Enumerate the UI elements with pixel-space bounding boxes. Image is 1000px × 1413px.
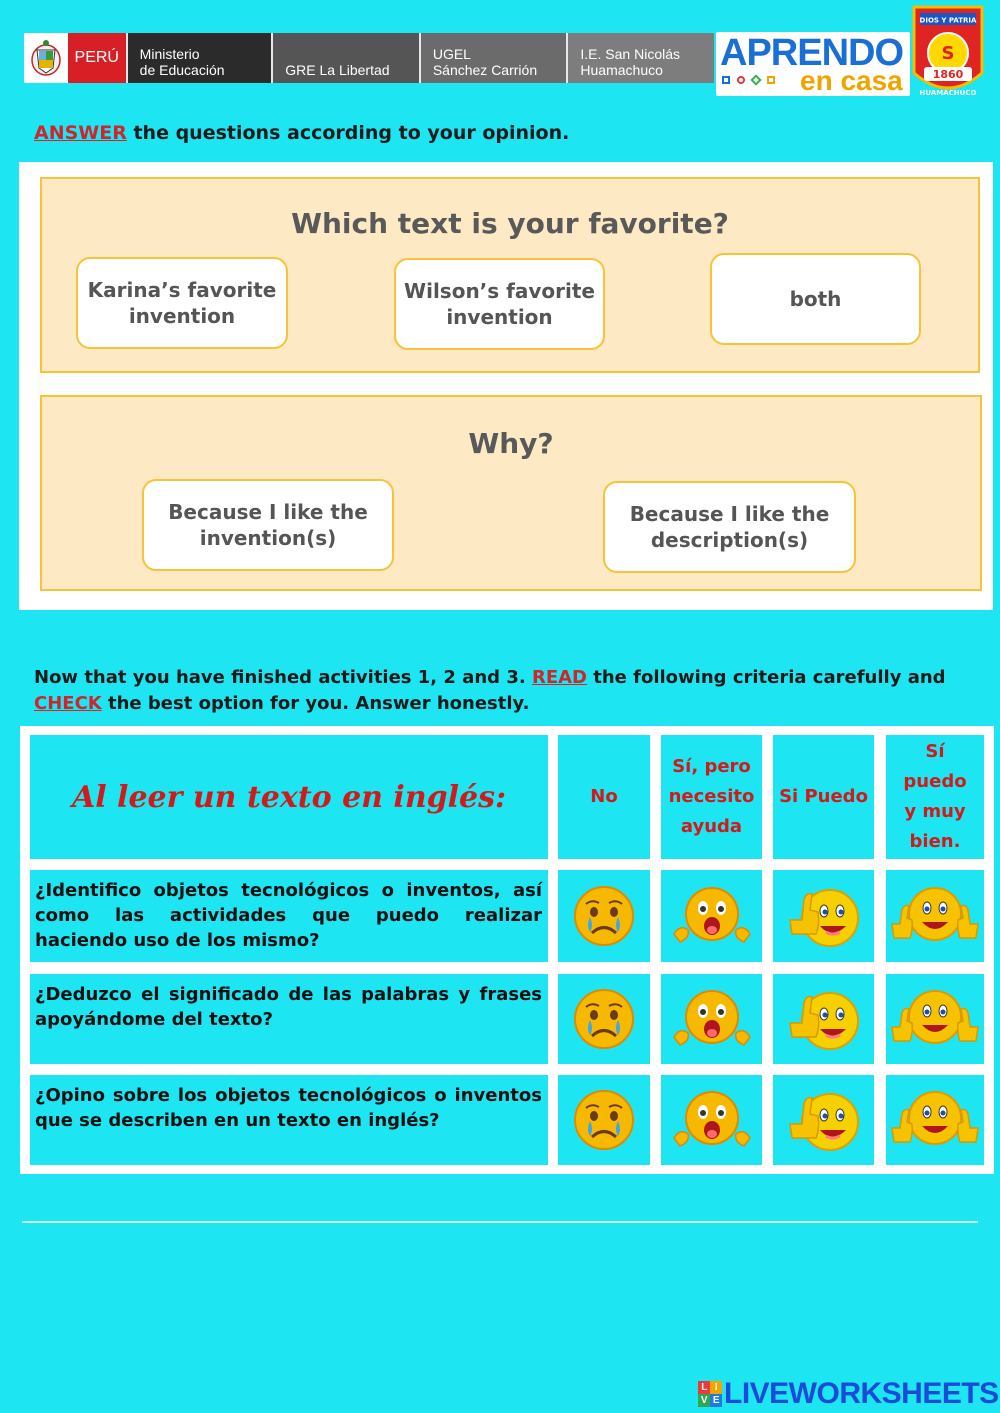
school-crest-icon [912, 3, 984, 101]
logo-letter-l: L [698, 1381, 710, 1394]
liveworksheets-logo-icon [698, 1381, 722, 1407]
gre-segment [271, 33, 419, 83]
screaming-face-icon [672, 884, 752, 948]
column-very-well: Sí puedo y muy bien. [886, 735, 984, 859]
row2-no-option[interactable] [558, 974, 650, 1064]
screaming-face-icon [672, 1088, 752, 1152]
crying-face-icon [572, 987, 636, 1051]
read-keyword: READ [531, 667, 587, 688]
check-keyword: CHECK [34, 693, 102, 714]
row3-need-help-option[interactable] [661, 1075, 762, 1165]
liveworksheets-brand [698, 1377, 999, 1411]
aprendo-title: APRENDO [720, 32, 904, 74]
row1-very-well-option[interactable] [886, 870, 984, 962]
row1-no-option[interactable] [558, 870, 650, 962]
school-line2: Huamachuco [580, 62, 663, 78]
school-line1: I.E. San Nicolás [580, 46, 681, 62]
criteria-instruction-part3: the best option for you. Answer honestly. [101, 693, 530, 714]
aprendo-subtitle: en casa [800, 65, 903, 96]
logo-letter-v: V [698, 1394, 710, 1407]
criterion-row-3: ¿Opino sobre los objetos tecnológicos o inventos que se describen en un texto en inglés? [30, 1075, 548, 1165]
peru-coat-of-arms-icon [24, 33, 68, 83]
crest-year: 1860 [932, 68, 964, 81]
favorite-question-title: Which text is your favorite? [291, 207, 729, 240]
row2-need-help-option[interactable] [661, 974, 762, 1064]
row1-need-help-option[interactable] [661, 870, 762, 962]
logo-letter-i: I [710, 1381, 722, 1394]
ministry-segment [126, 33, 272, 83]
criteria-instruction [34, 665, 982, 717]
answer-keyword: ANSWER [34, 122, 127, 144]
row2-can-option[interactable] [773, 974, 874, 1064]
svg-text:S: S [941, 43, 955, 64]
ugel-segment [419, 33, 567, 83]
aprendo-en-casa-logo [716, 32, 910, 96]
crest-motto: DIOS Y PATRIA [919, 16, 977, 25]
divider [22, 1221, 978, 1223]
column-need-help: Sí, pero necesito ayuda [661, 735, 762, 859]
answer-instruction-text: the questions according to your opinion. [126, 122, 570, 144]
row3-very-well-option[interactable] [886, 1075, 984, 1165]
option-like-invention[interactable]: Because I like the invention(s) [142, 479, 394, 571]
why-question-title: Why? [468, 427, 554, 460]
row2-very-well-option[interactable] [886, 974, 984, 1064]
criterion-row-2: ¿Deduzco el significado de las palabras y frases apoyándome del texto? [30, 974, 548, 1064]
aprendo-shapes-icon [722, 76, 775, 84]
questions-panel [19, 162, 993, 610]
row3-can-option[interactable] [773, 1075, 874, 1165]
answer-instruction [34, 122, 569, 144]
double-thumbs-up-face-icon [890, 884, 980, 948]
double-thumbs-up-face-icon [890, 1088, 980, 1152]
row1-can-option[interactable] [773, 870, 874, 962]
logo-letter-e: E [710, 1394, 722, 1407]
ministry-line2: de Educación [139, 62, 225, 78]
crying-face-icon [572, 1088, 636, 1152]
option-karina[interactable]: Karina’s favorite invention [76, 257, 288, 349]
liveworksheets-wordmark: LIVEWORKSHEETS [724, 1377, 999, 1410]
row3-no-option[interactable] [558, 1075, 650, 1165]
self-evaluation-table [20, 726, 994, 1174]
double-thumbs-up-face-icon [890, 987, 980, 1051]
ugel-line1: UGEL [432, 46, 471, 62]
criteria-instruction-part2: the following criteria carefully and [586, 667, 946, 688]
criteria-instruction-part1: Now that you have finished activities 1, 2 and 3. [34, 667, 532, 688]
institution-header [24, 33, 714, 83]
ministry-line1: Ministerio [139, 46, 200, 62]
crest-town: HUAMACHUCO [919, 89, 977, 97]
why-question [40, 395, 982, 591]
column-no: No [558, 735, 650, 859]
option-wilson[interactable]: Wilson’s favorite invention [394, 258, 605, 350]
option-like-description[interactable]: Because I like the description(s) [603, 481, 856, 573]
thumbs-up-face-icon [784, 979, 864, 1059]
criterion-row-1: ¿Identifico objetos tecnológicos o inventos, así como las actividades que puedo realizar haciendo uso de los mismo? [30, 870, 548, 962]
crying-face-icon [572, 884, 636, 948]
option-both[interactable]: both [710, 253, 921, 345]
peru-label: PERÚ [68, 33, 126, 83]
gre-line2: GRE La Libertad [285, 62, 390, 78]
school-segment [566, 33, 714, 83]
column-can: Si Puedo [773, 735, 874, 859]
ugel-line2: Sánchez Carrión [432, 62, 538, 78]
favorite-text-question [40, 177, 980, 373]
screaming-face-icon [672, 987, 752, 1051]
table-header-title: Al leer un texto en inglés: [30, 735, 548, 859]
thumbs-up-face-icon [784, 1080, 864, 1160]
thumbs-up-face-icon [784, 876, 864, 956]
